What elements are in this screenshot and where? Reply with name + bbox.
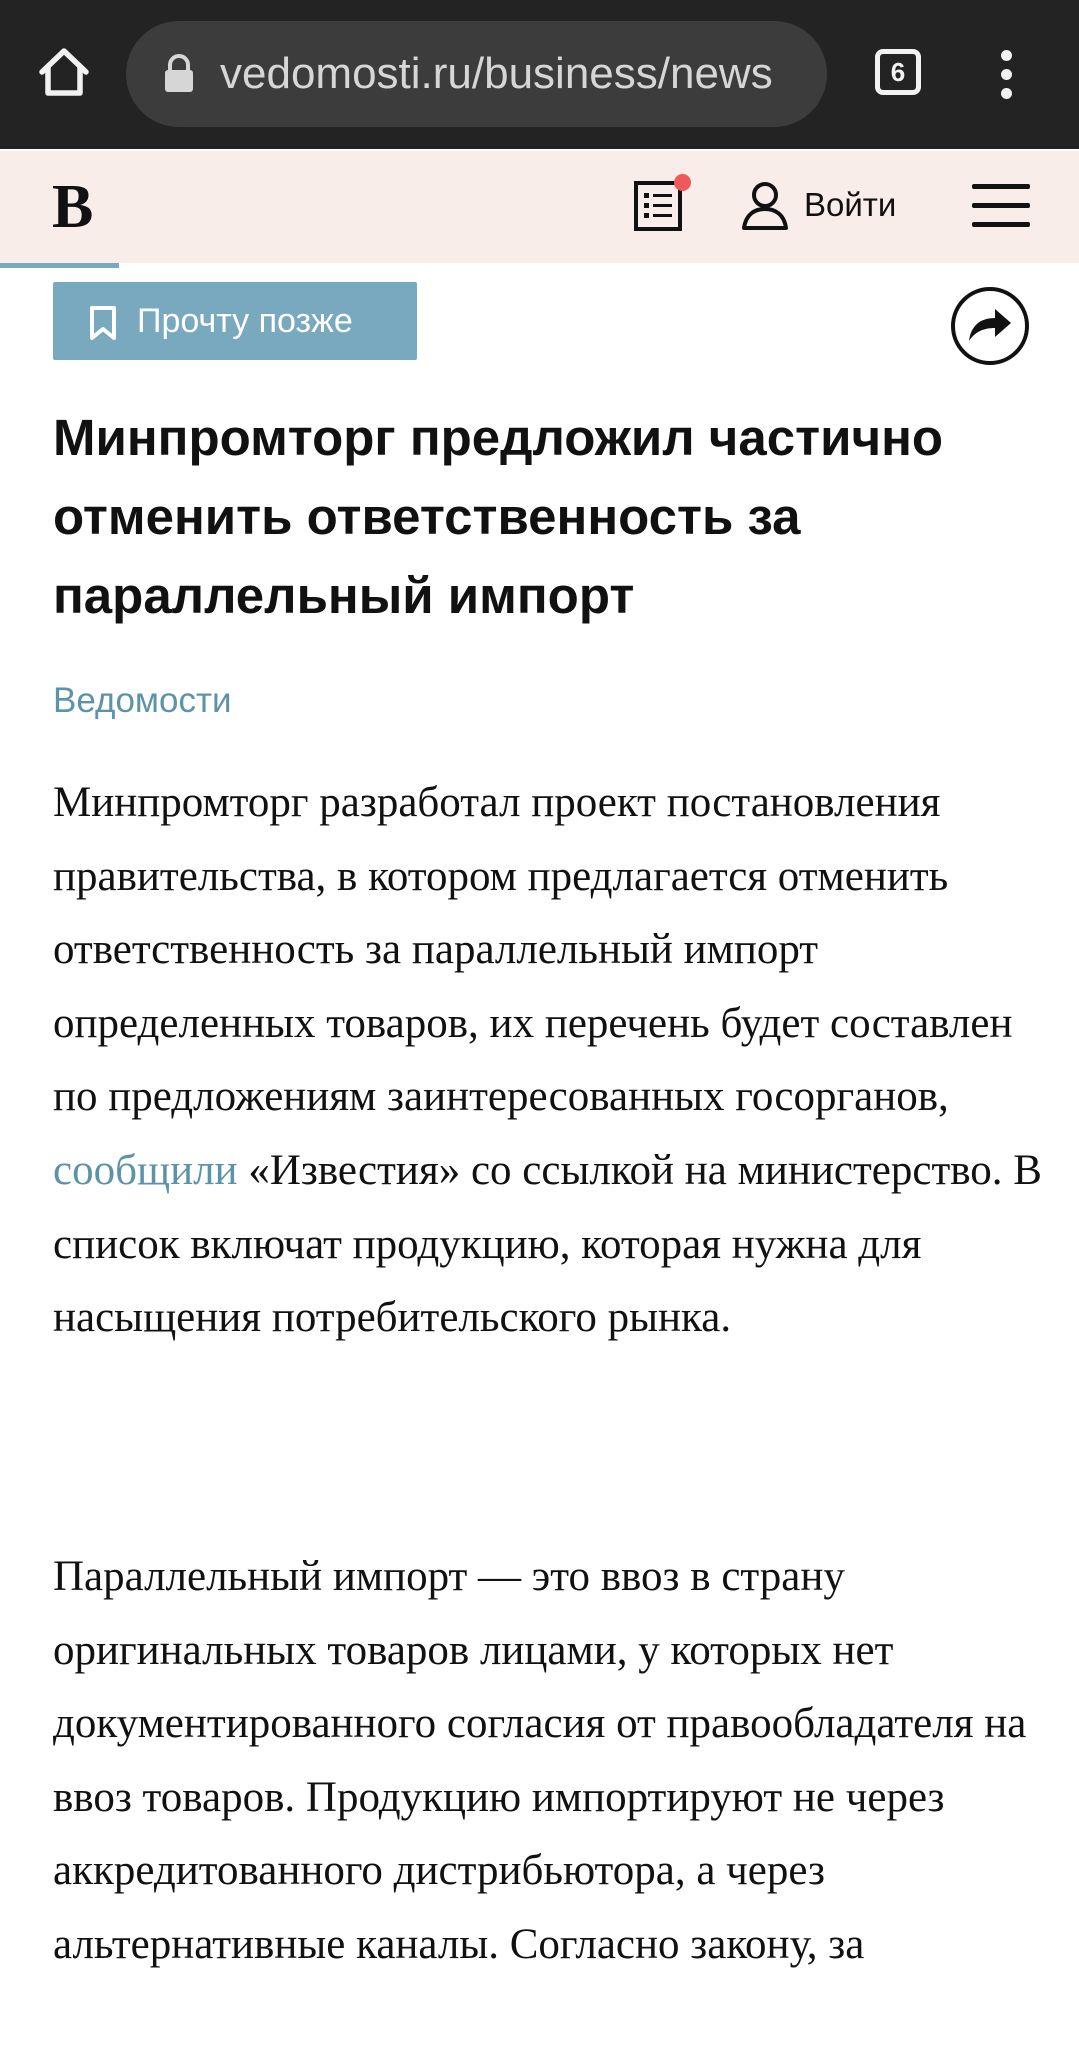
reading-progress-bar [0,263,119,268]
bookmark-icon [88,305,118,341]
paragraph-text: «Известия» со ссылкой на министерство. В список включат продукцию, которая нужна для насыщения потребительского рынка. [53,1146,1042,1342]
login-label[interactable]: Войти [804,186,897,223]
read-later-label: Прочту позже [137,302,353,340]
login-button[interactable] [740,180,790,230]
browser-toolbar [0,0,1079,149]
article-paragraph [53,766,1043,1355]
article-title: Минпромторг предложил частично отменить ответственность за параллельный импорт [53,409,944,624]
hamburger-menu-icon[interactable] [972,184,1030,228]
share-button[interactable] [949,285,1031,367]
lock-icon [162,54,196,94]
notification-dot [674,174,691,191]
article-paragraph: Параллельный импорт — это ввоз в страну оригинальных товаров лицами, у которых нет документированного согласия от правообладателя на ввоз товаров. Продукцию импортируют не через аккредитованного дистрибьютора, а через альтернативные каналы. Согласно закону, за [53,1553,1027,1968]
home-icon [34,42,94,102]
article-source-link[interactable]: Ведомости [53,681,232,720]
home-button[interactable] [34,42,94,102]
paragraph-text: Минпромторг разработал проект постановления правительства, в котором предлагается отменить ответственность за параллельный импорт определенных товаров, их перечень будет составлен по предложениям заинтересованных госорганов, [53,779,1013,1121]
url-text: vedomosti.ru/business/news [220,49,773,98]
tab-switcher-button[interactable] [875,49,921,95]
more-vert-icon[interactable] [990,50,1022,100]
site-header [0,151,1079,263]
inline-source-link[interactable]: сообщили [53,1146,238,1194]
read-later-button[interactable] [53,282,417,360]
tab-count: 6 [890,57,906,87]
site-logo[interactable]: В [52,173,94,241]
address-bar[interactable] [126,21,827,127]
user-icon [740,180,790,230]
share-icon [949,285,1031,367]
